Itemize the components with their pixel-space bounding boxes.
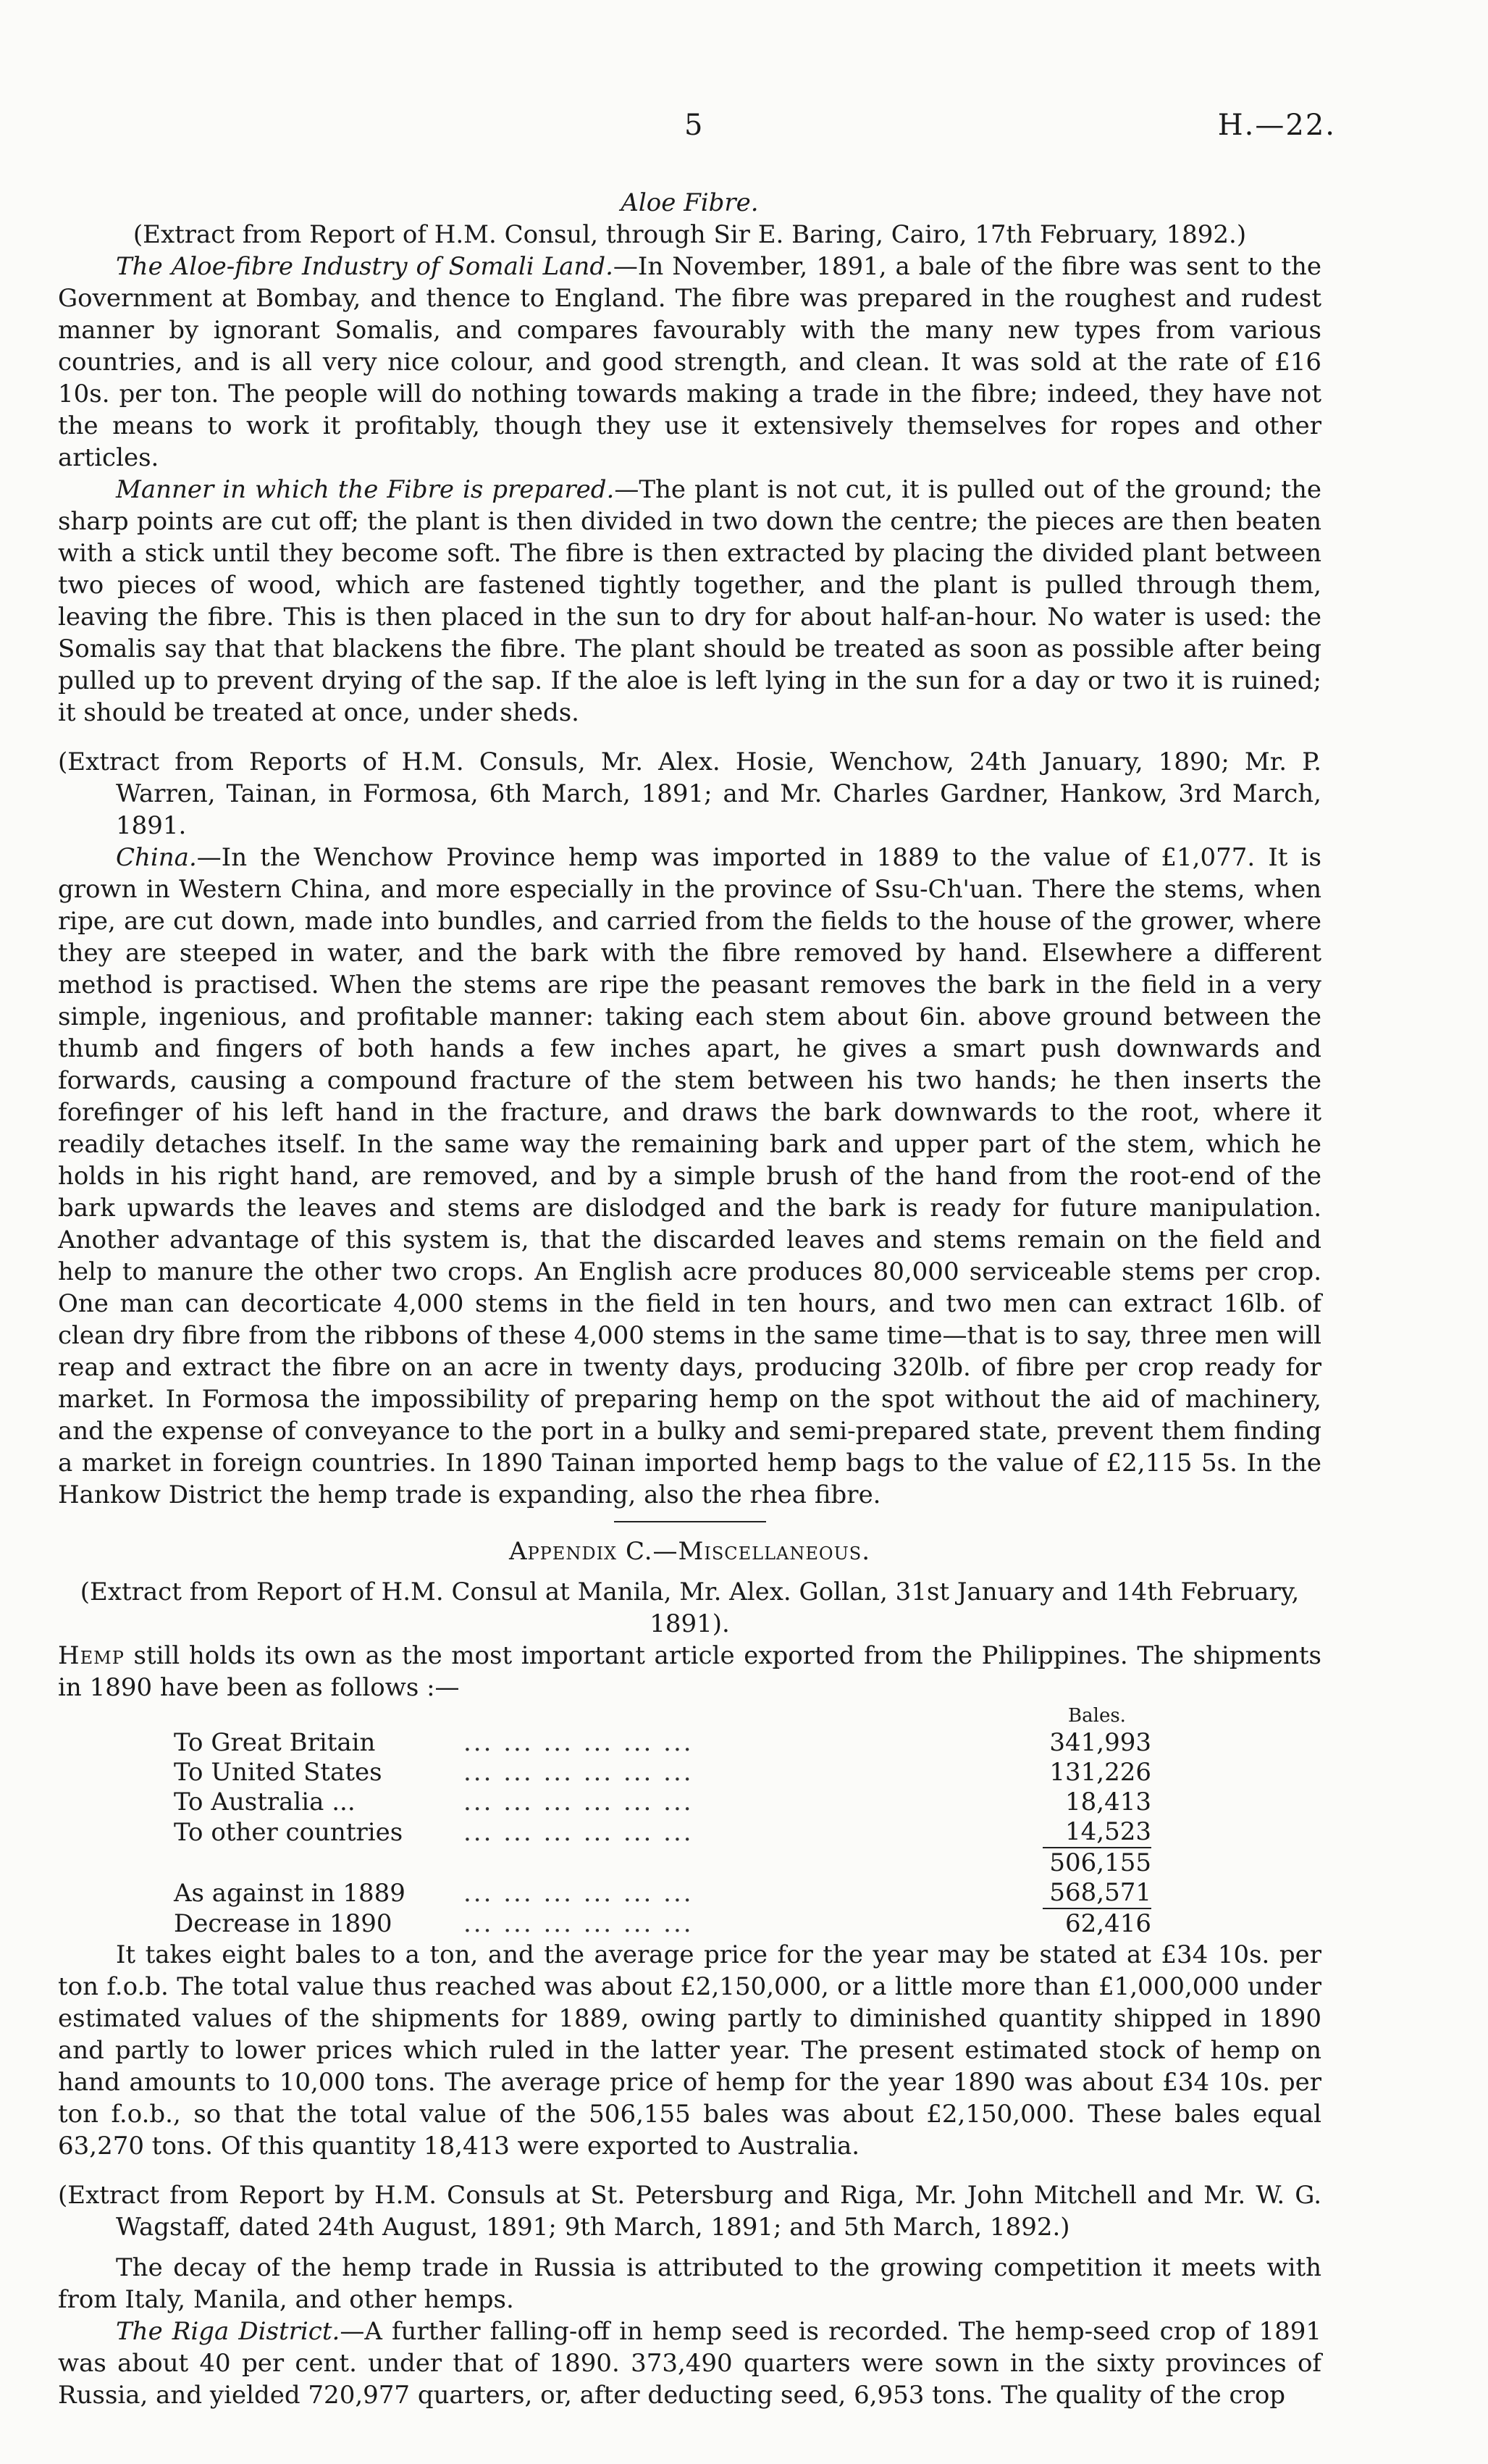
table-row (174, 1817, 1151, 1848)
section-china (58, 746, 1321, 1511)
paragraph-text: —In the Wenchow Province hemp was imported in 1889 to the value of £1,077. It is grown in Western China, and more especially in the province of Ssu-Ch'uan. There the stems, when ripe, are cut down, made into bundles, and carried from the fields to the house of the grower, where they are steeped in water, and the bark with the fibre removed by hand. Elsewhere a different method is practised. When the stems are ripe the peasant removes the bark in the field in a very simple, ingenious, and profitable manner: taking each stem about 6in. above ground between the thumb and fingers of both hands a few inches apart, he gives a smart push downwards and forwards, causing a compound fracture of the stem between his two hands; he then inserts the forefinger of his left hand in the fracture, and draws the bark downwards to the root, where it readily detaches itself. In the same way the remaining bark and upper part of the stem, which he holds in his right hand, are removed, and by a simple brush of the hand from the root-end of the bark upwards the leaves and stems are dislodged and the bark is ready for future manipulation. Another advantage of this system is, that the discarded leaves and stems remain on the field and help to manure the other two crops. An English acre produces 80,000 serviceable stems per crop. One man can decorticate 4,000 stems in the field in ten hours, and two men can extract 16lb. of clean dry fibre from the ribbons of these 4,000 stems in the same time—that is to say, three men will reap and extract the fibre on an acre in twenty days, producing 320lb. of fibre per crop ready for market. In Formosa the impossibility of preparing hemp on the spot without the aid of machinery, and the expense of conveyance to the port in a bulky and semi-prepared state, prevent them finding a market in foreign countries. In 1890 Tainan imported hemp bags to the value of £2,115 5s. In the Hankow District the hemp trade is expanding, also the rhea fibre. (58, 843, 1321, 1509)
leader-dots: ... ... ... ... ... ... (463, 1758, 694, 1787)
paragraph-somali-industry (58, 251, 1321, 474)
paragraph-china (58, 842, 1321, 1511)
table-row (174, 1728, 1151, 1758)
extract-note-china: (Extract from Reports of H.M. Consuls, Mr. Alex. Hosie, Wenchow, 24th January, 1890; Mr. P. Warren, Tainan, in Formosa, 6th March, 1891; and Mr. Charles Gardner, Hankow, 3rd March, 1891. (58, 747, 1321, 840)
extract-note-manila: (Extract from Report of H.M. Consul at Manila, Mr. Alex. Gollan, 31st January and 14th February, 1891). (80, 1577, 1300, 1638)
table-row (174, 1758, 1151, 1788)
destination-cell: To Great Britain (174, 1728, 376, 1757)
units-label: Bales. (1068, 1705, 1126, 1727)
paragraph-lead: China. (116, 843, 197, 872)
paragraph-lead: The Aloe-fibre Industry of Somali Land. (116, 252, 613, 281)
bales-cell: 341,993 (1049, 1728, 1151, 1757)
leader-dots: ... ... ... ... ... ... (463, 1879, 694, 1908)
comparison-value: 568,571 (1049, 1878, 1151, 1907)
bales-cell: 18,413 (1065, 1788, 1151, 1816)
total-row (174, 1848, 1151, 1878)
destination-cell: To other countries (174, 1818, 403, 1847)
extract-note-russia: (Extract from Report by H.M. Consuls at St. Petersburg and Riga, Mr. John Mitchell and Mr. W. G. Wagstaff, dated 24th August, 1891; 9th March, 1891; and 5th March, 1892.) (58, 2181, 1321, 2242)
destination-cell: To United States (174, 1758, 382, 1787)
shipments-table (174, 1704, 1151, 1939)
paragraph-hemp-intro (58, 1640, 1321, 1704)
section-divider (614, 1521, 766, 1522)
leader-dots: ... ... ... ... ... ... (463, 1909, 694, 1938)
section-appendix-c (58, 1535, 1321, 2162)
table-row (174, 1788, 1151, 1817)
paragraph-text: —The plant is not cut, it is pulled out of the ground; the sharp points are cut off; the plant is then divided in two down the centre; the pieces are then beaten with a stick until they become soft. The fibre is then extracted by placing the divided plant between two pieces of wood, which are fastened tightly together, and the plant is pulled through them, leaving the fibre. This is then placed in the sun to dry for about half-an-hour. No water is used: the Somalis say that that blackens the fibre. The plant should be treated as soon as possible after being pulled up to prevent drying of the sap. If the aloe is left lying in the sun for a day or two it is ruined; it should be treated at once, under sheds. (58, 475, 1321, 727)
extract-note-cairo: (Extract from Report of H.M. Consul, through Sir E. Baring, Cairo, 17th February, 1892.) (133, 220, 1247, 249)
page-header (58, 109, 1336, 152)
table-header-row (174, 1704, 1151, 1728)
section-russia (58, 2179, 1321, 2411)
comparison-label: As against in 1889 (174, 1879, 405, 1908)
page-body (58, 187, 1321, 2411)
total-cell: 506,155 (1043, 1848, 1151, 1878)
paragraph-fibre-prepared (58, 474, 1321, 729)
appendix-title: Appendix C.—Miscellaneous. (508, 1537, 871, 1566)
paragraph-lead: Manner in which the Fibre is prepared. (116, 475, 615, 504)
paragraph-lead: Hemp (58, 1641, 125, 1670)
paragraph-lead: The Riga District. (116, 2317, 340, 2346)
paragraph-text: —A further falling-off in hemp seed is recorded. The hemp-seed crop of 1891 was about 40 per cent. under that of 1890. 373,490 quarters were sown in the sixty provinces of Russia, and yielded 720,977 quarters, or, after deducting seed, 6,953 tons. The quality of the crop (58, 2317, 1321, 2410)
page-number: 5 (684, 109, 703, 142)
section-aloe-fibre (58, 187, 1321, 729)
bales-cell: 14,523 (1065, 1817, 1151, 1846)
leader-dots: ... ... ... ... ... ... (463, 1788, 694, 1816)
paragraph-text: still holds its own as the most important article exported from the Philippines. The shipments in 1890 have been as follows :— (58, 1641, 1321, 1702)
destination-cell: To Australia ... (174, 1788, 356, 1816)
paragraph-text: —In November, 1891, a bale of the fibre was sent to the Government at Bombay, and thence to England. The fibre was prepared in the roughest and rudest manner by ignorant Somalis, and compares favourably with the many new types from various countries, and is all very nice colour, and good strength, and clean. It was sold at the rate of £16 10s. per ton. The people will do nothing towards making a trade in the fibre; indeed, they have not the means to work it profitably, though they use it extensively themselves for ropes and other articles. (58, 252, 1322, 472)
decrease-value: 62,416 (1043, 1908, 1151, 1939)
paragraph-russia-decay: The decay of the hemp trade in Russia is attributed to the growing competition it meets with from Italy, Manila, and other hemps. (58, 2253, 1321, 2314)
decrease-row (174, 1908, 1151, 1939)
document-reference: H.—22. (1217, 109, 1336, 142)
bales-cell: 131,226 (1049, 1758, 1151, 1787)
section-title-aloe: Aloe Fibre. (621, 188, 759, 217)
leader-dots: ... ... ... ... ... ... (463, 1728, 694, 1757)
leader-dots: ... ... ... ... ... ... (463, 1818, 694, 1847)
paragraph-hemp-value: It takes eight bales to a ton, and the average price for the year may be stated at £34 10s. per ton f.o.b. The total value thus reached was about £2,150,000, or a little more than £1,000,000 under estimated values of the shipments for 1889, owing partly to diminished quantity shipped in 1890 and partly to lower prices which ruled in the latter year. The present estimated stock of hemp on hand amounts to 10,000 tons. The average price of hemp for the year 1890 was about £34 10s. per ton f.o.b., so that the total value of the 506,155 bales was about £2,150,000. These bales equal 63,270 tons. Of this quantity 18,413 were exported to Australia. (58, 1940, 1321, 2161)
paragraph-riga-district (58, 2316, 1321, 2411)
decrease-label: Decrease in 1890 (174, 1909, 392, 1938)
comparison-row (174, 1878, 1151, 1908)
